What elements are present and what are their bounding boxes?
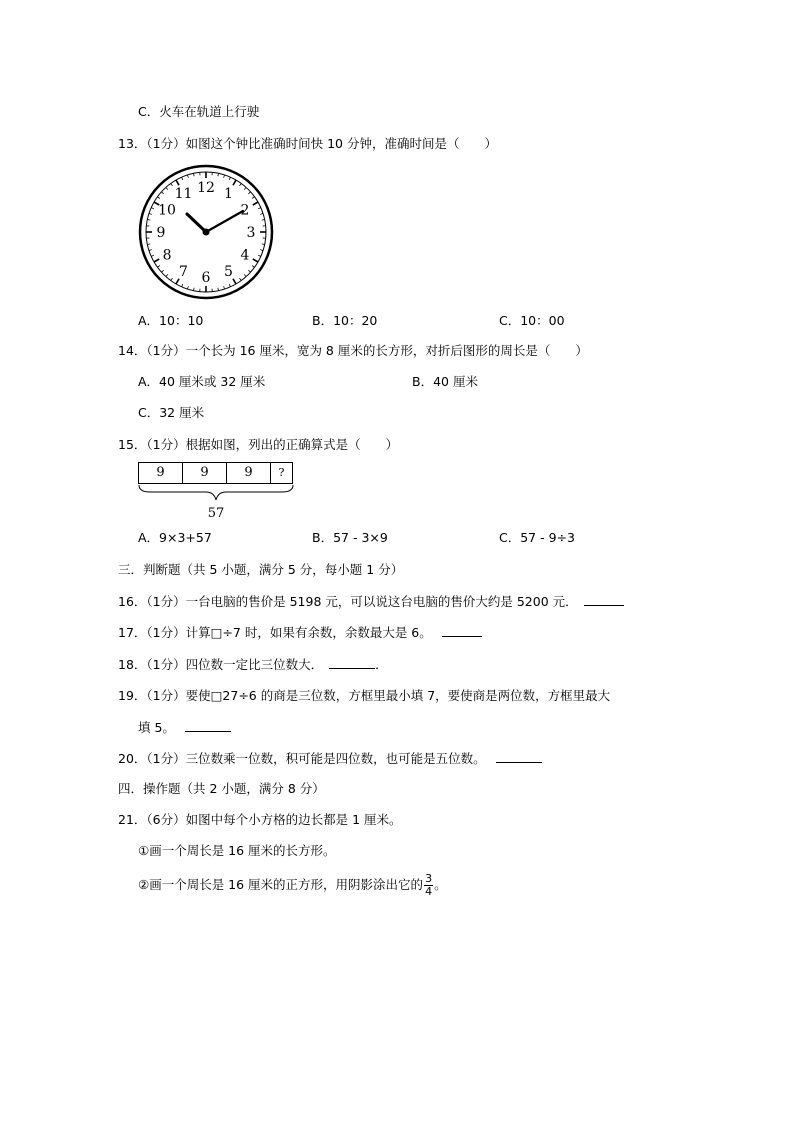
q13-option-c: C．10：00	[499, 313, 565, 328]
q17-text: 17．（1分）计算□÷7 时，如果有余数，余数最大是 6。	[118, 625, 432, 640]
q18-text: 18．（1分）四位数一定比三位数大．	[118, 657, 324, 672]
clock-numeral: 9	[156, 225, 166, 241]
clock-numeral: 5	[224, 263, 233, 280]
q14-option-c: C．32 厘米	[138, 405, 205, 420]
clock-numeral: 10	[158, 202, 176, 219]
q19-line2	[138, 719, 231, 736]
answer-blank[interactable]	[584, 593, 624, 606]
clock-numeral: 8	[162, 247, 172, 264]
q15-cell-unknown: ?	[270, 462, 293, 484]
section4-title: 四．操作题（共 2 小题，满分 8 分）	[118, 781, 325, 796]
q15-total: 57	[207, 506, 225, 521]
q19-line1: 19．（1分）要使□27÷6 的商是三位数，方框里最小填 7，要使商是两位数，方框里最大	[118, 688, 611, 703]
q21-part2-end: 。	[434, 877, 447, 892]
q15-option-c: C．57 - 9÷3	[499, 530, 575, 545]
q13-stem: 13．（1分）如图这个钟比准确时间快 10 分钟，准确时间是（ ）	[118, 136, 497, 151]
q15-cell: 9	[226, 462, 271, 484]
answer-blank[interactable]	[496, 750, 542, 763]
q14-stem: 14．（1分）一个长为 16 厘米，宽为 8 厘米的长方形，对折后图形的周长是（ ）	[118, 343, 588, 358]
fraction-numerator: 3	[425, 872, 433, 885]
q19-text: 填 5。	[138, 720, 175, 735]
clock-numeral: 4	[240, 247, 250, 264]
q18	[118, 656, 388, 673]
q16-text: 16．（1分）一台电脑的售价是 5198 元，可以说这台电脑的售价大约是 5200 元．	[118, 594, 578, 609]
q15-cell: 9	[182, 462, 227, 484]
q15-stem: 15．（1分）根据如图，列出的正确算式是（ ）	[118, 437, 399, 452]
q13-option-a: A．10：10	[138, 313, 204, 328]
q15-brace	[138, 484, 294, 506]
fraction-three-quarters	[424, 873, 433, 898]
q21-part2	[138, 870, 447, 900]
clock-numeral: 1	[224, 186, 233, 203]
q21-part2-text: ②画一个周长是 16 厘米的正方形，用阴影涂出它的	[138, 877, 424, 892]
q20	[118, 750, 542, 767]
fraction-denominator: 4	[425, 885, 433, 898]
q20-text: 20．（1分）三位数乘一位数，积可能是四位数，也可能是五位数。	[118, 751, 486, 766]
q16	[118, 593, 624, 610]
clock-figure	[138, 164, 274, 300]
section3-title: 三．判断题（共 5 小题，满分 5 分，每小题 1 分）	[118, 562, 404, 577]
q17	[118, 624, 482, 641]
clock-numeral: 3	[246, 225, 256, 241]
answer-blank[interactable]	[442, 624, 482, 637]
clock-numeral: 6	[201, 270, 211, 286]
clock-numeral: 12	[197, 180, 215, 196]
q13-option-b: B．10：20	[312, 313, 378, 328]
answer-blank[interactable]	[185, 719, 231, 732]
q15-option-b: B．57 - 3×9	[312, 530, 388, 545]
q14-option-b: B．40 厘米	[412, 374, 478, 389]
answer-blank[interactable]	[329, 656, 375, 669]
clock-numeral: 2	[240, 202, 250, 219]
q18-period: ．	[375, 657, 388, 672]
clock-numeral: 11	[174, 186, 193, 203]
q21-part1: ①画一个周长是 16 厘米的长方形。	[138, 843, 336, 858]
clock-numeral: 7	[179, 263, 188, 280]
q12-option-c: C．火车在轨道上行驶	[138, 104, 260, 119]
q15-cell: 9	[138, 462, 183, 484]
clock-center	[203, 229, 210, 236]
q14-option-a: A．40 厘米或 32 厘米	[138, 374, 266, 389]
q15-option-a: A．9×3+57	[138, 530, 212, 545]
q21-stem: 21．（6分）如图中每个小方格的边长都是 1 厘米。	[118, 812, 402, 827]
